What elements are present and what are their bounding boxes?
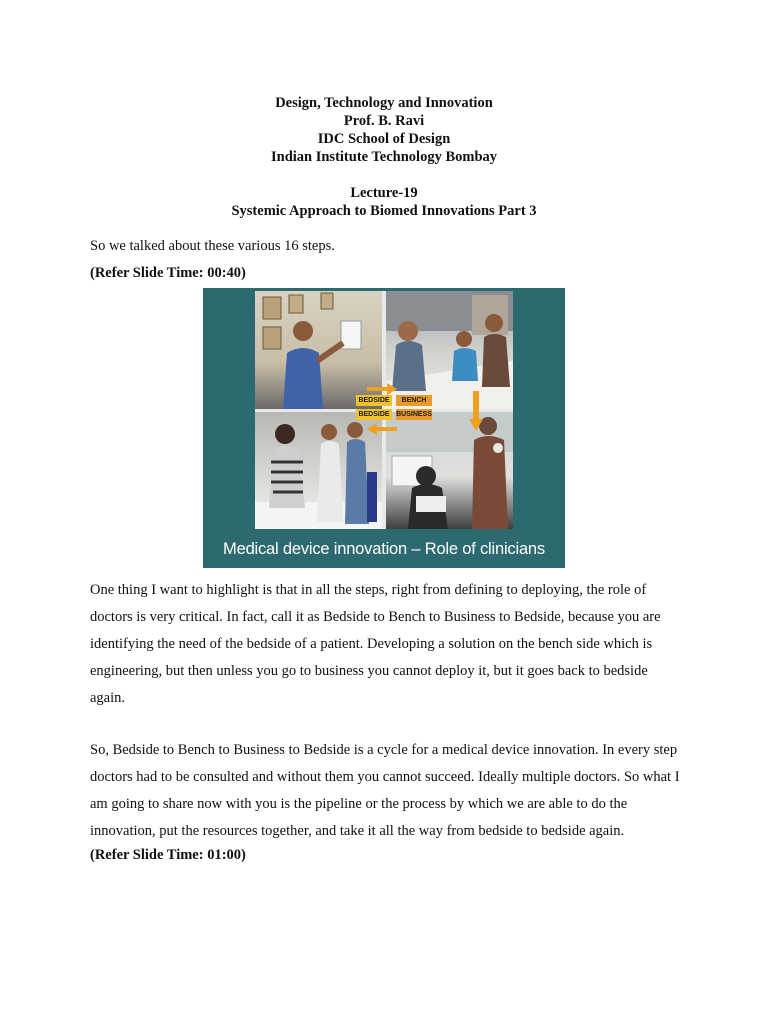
school-name: IDC School of Design bbox=[317, 131, 451, 147]
photo-collage bbox=[255, 291, 513, 529]
label-bench: BENCH bbox=[396, 395, 432, 406]
body-paragraph-2: So, Bedside to Bench to Business to Bedside is a cycle for a medical device innovation. In every step doctors had to be consulted and without them you cannot succeed. Ideally multiple doctors. So what I am going to share now with you is the pipeline or the process by which we are able to do the innovation, put the resources together, and take it all the way from bedside to bedside again. bbox=[90, 742, 680, 839]
header-spacer bbox=[0, 166, 768, 184]
institute-name: Indian Institute Technology Bombay bbox=[270, 149, 498, 165]
course-title: Design, Technology and Innovation bbox=[275, 95, 493, 111]
arrow-left-icon bbox=[367, 423, 397, 435]
photo-bedside-patient bbox=[255, 412, 382, 529]
photo-bench-engineers bbox=[386, 291, 513, 409]
label-business: BUSINESS bbox=[396, 411, 432, 418]
photo-bedside-doctor bbox=[255, 291, 382, 409]
label-bedside-top: BEDSIDE bbox=[356, 395, 392, 406]
document-header bbox=[0, 94, 768, 220]
arrow-down-icon bbox=[469, 391, 483, 431]
intro-text: So we talked about these various 16 steps. bbox=[90, 238, 335, 254]
professor-name: Prof. B. Ravi bbox=[343, 113, 425, 129]
slide-caption: Medical device innovation – Role of clinicians bbox=[223, 540, 545, 558]
photo-business-lab bbox=[386, 412, 513, 529]
lecture-title: Systemic Approach to Biomed Innovations Part 3 bbox=[231, 203, 537, 219]
arrow-right-icon bbox=[367, 383, 397, 395]
lecture-number: Lecture-19 bbox=[350, 185, 418, 201]
body-paragraph-1: One thing I want to highlight is that in all the steps, right from defining to deploying, the role of doctors is very critical. In fact, call it as Bedside to Bench to Business to Bedside, because you are identifying the need of the bedside of a patient. Developing a solution on the bench side which is engineering, but then unless you go to business you cannot deploy it, but it goes back to bedside again. bbox=[90, 582, 661, 706]
refer-slide-time-2: (Refer Slide Time: 01:00) bbox=[90, 847, 246, 863]
lecture-slide-image bbox=[203, 288, 565, 568]
refer-slide-time-1: (Refer Slide Time: 00:40) bbox=[90, 265, 246, 281]
label-bedside-bottom: BEDSIDE bbox=[356, 409, 392, 420]
